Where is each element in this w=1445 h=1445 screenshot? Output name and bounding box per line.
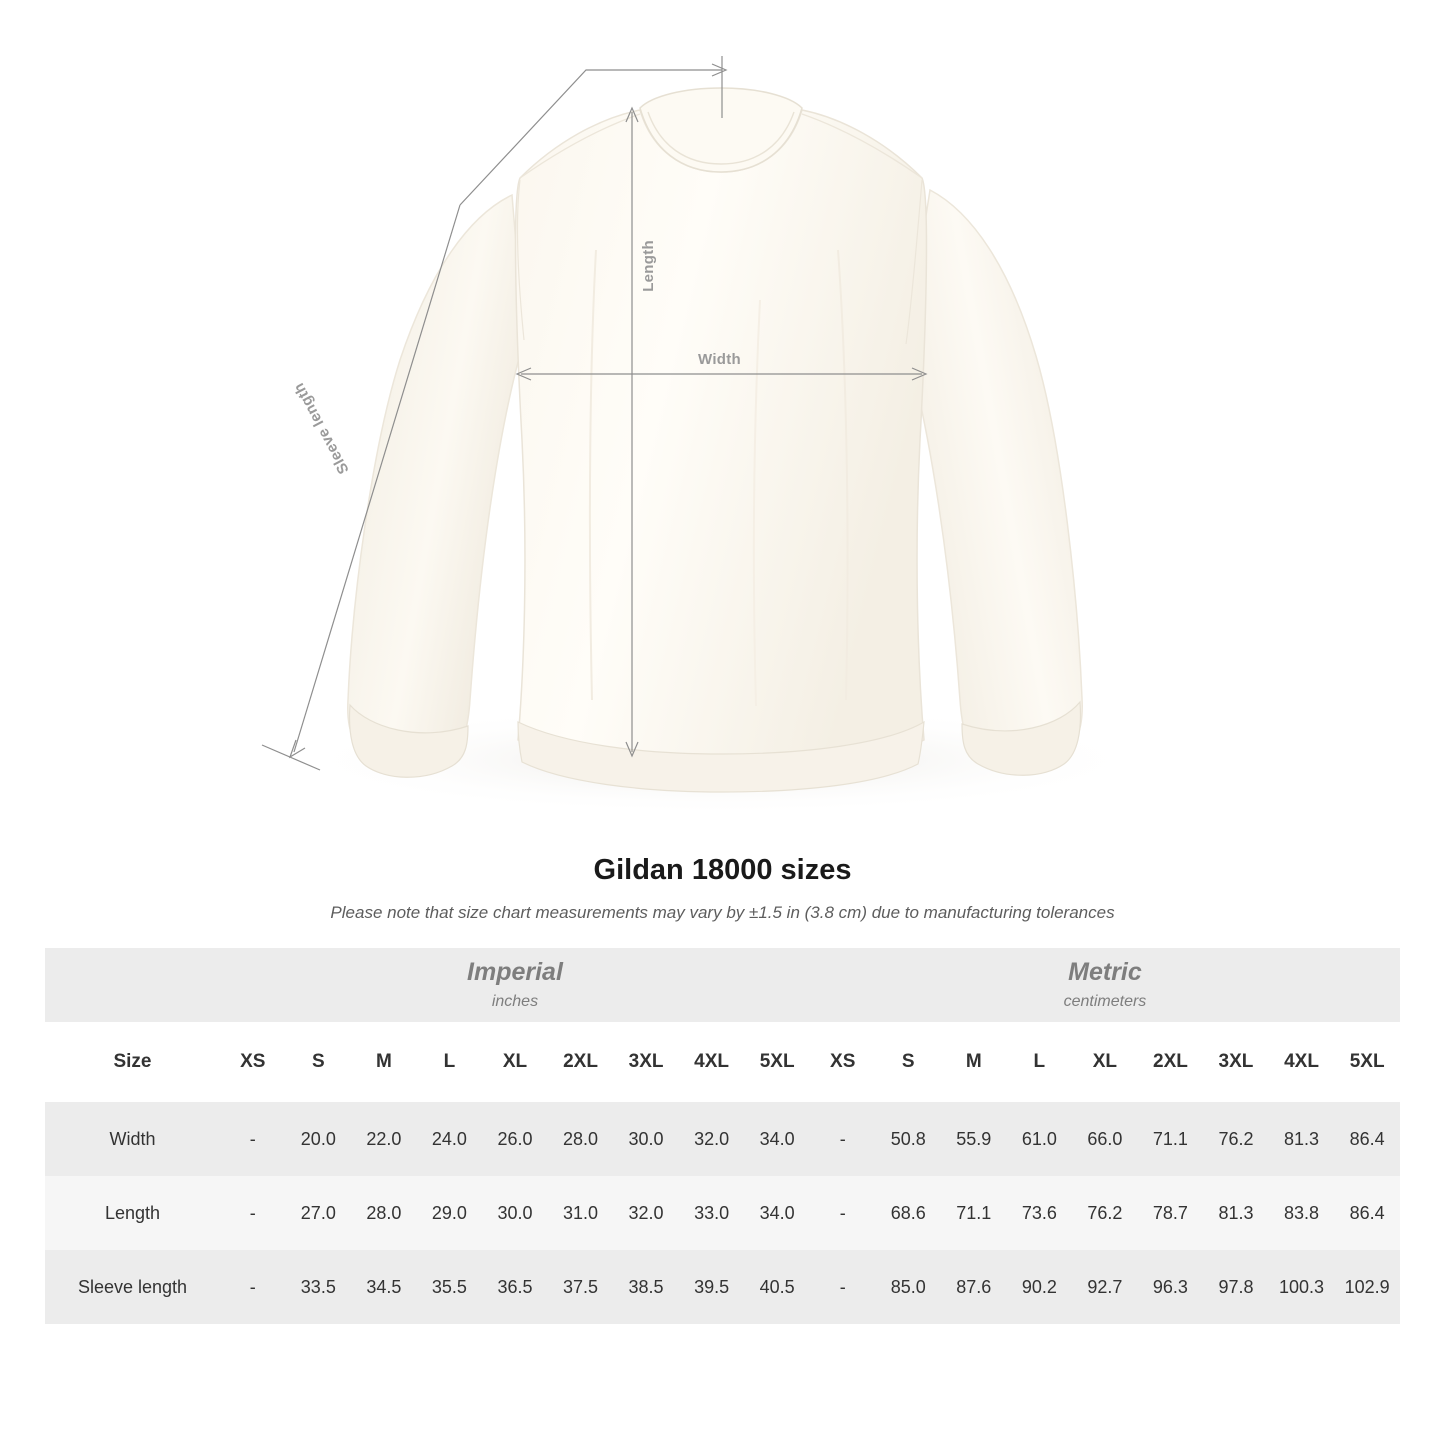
- cell-sleeve-metric-xs: -: [810, 1250, 876, 1324]
- row-label-width: Width: [45, 1102, 220, 1176]
- cell-sleeve-imperial-l: 35.5: [417, 1250, 483, 1324]
- cell-length-imperial-s: 27.0: [286, 1176, 352, 1250]
- cell-length-metric-4xl: 83.8: [1269, 1176, 1335, 1250]
- row-label-sleeve-length: Sleeve length: [45, 1250, 220, 1324]
- col-header-metric-5xl: 5XL: [1334, 1022, 1400, 1102]
- size-table: [45, 948, 1400, 1324]
- col-header-imperial-m: M: [351, 1022, 417, 1102]
- cell-length-imperial-m: 28.0: [351, 1176, 417, 1250]
- cell-sleeve-imperial-2xl: 37.5: [548, 1250, 614, 1324]
- col-header-metric-s: S: [875, 1022, 941, 1102]
- cell-length-imperial-4xl: 33.0: [679, 1176, 745, 1250]
- cell-width-imperial-m: 22.0: [351, 1102, 417, 1176]
- col-header-imperial-2xl: 2XL: [548, 1022, 614, 1102]
- col-header-imperial-xl: XL: [482, 1022, 548, 1102]
- cell-sleeve-metric-2xl: 96.3: [1138, 1250, 1204, 1324]
- cell-sleeve-imperial-4xl: 39.5: [679, 1250, 745, 1324]
- cell-length-metric-m: 71.1: [941, 1176, 1007, 1250]
- cell-length-metric-s: 68.6: [875, 1176, 941, 1250]
- cell-sleeve-imperial-3xl: 38.5: [613, 1250, 679, 1324]
- cell-width-metric-m: 55.9: [941, 1102, 1007, 1176]
- size-header: Size: [45, 1022, 220, 1102]
- cell-width-imperial-xl: 26.0: [482, 1102, 548, 1176]
- col-header-metric-m: M: [941, 1022, 1007, 1102]
- cell-width-imperial-2xl: 28.0: [548, 1102, 614, 1176]
- sleeve-length-label: Sleeve length: [290, 379, 353, 477]
- cell-sleeve-imperial-xl: 36.5: [482, 1250, 548, 1324]
- imperial-name: Imperial: [467, 958, 563, 987]
- col-header-imperial-s: S: [286, 1022, 352, 1102]
- cell-sleeve-metric-xl: 92.7: [1072, 1250, 1138, 1324]
- cell-width-imperial-l: 24.0: [417, 1102, 483, 1176]
- cell-length-imperial-5xl: 34.0: [744, 1176, 810, 1250]
- imperial-group-header: [220, 948, 810, 1022]
- tolerance-note: Please note that size chart measurements may vary by ±1.5 in (3.8 cm) due to manufacturing tolerances: [330, 903, 1115, 922]
- cell-length-imperial-2xl: 31.0: [548, 1176, 614, 1250]
- cell-width-imperial-s: 20.0: [286, 1102, 352, 1176]
- width-label: Width: [698, 351, 742, 368]
- cell-sleeve-metric-4xl: 100.3: [1269, 1250, 1335, 1324]
- col-header-imperial-xs: XS: [220, 1022, 286, 1102]
- col-header-metric-4xl: 4XL: [1269, 1022, 1335, 1102]
- cell-length-metric-xl: 76.2: [1072, 1176, 1138, 1250]
- cell-length-imperial-l: 29.0: [417, 1176, 483, 1250]
- cell-sleeve-metric-l: 90.2: [1007, 1250, 1073, 1324]
- metric-name: Metric: [1068, 958, 1142, 987]
- table-row: [45, 1250, 1400, 1324]
- cell-sleeve-metric-m: 87.6: [941, 1250, 1007, 1324]
- col-header-imperial-5xl: 5XL: [744, 1022, 810, 1102]
- col-header-metric-2xl: 2XL: [1138, 1022, 1204, 1102]
- unit-group-row: [45, 948, 1400, 1022]
- cell-sleeve-imperial-s: 33.5: [286, 1250, 352, 1324]
- column-header-row: [45, 1022, 1400, 1102]
- cell-width-metric-2xl: 71.1: [1138, 1102, 1204, 1176]
- table-row: [45, 1176, 1400, 1250]
- cell-width-metric-xs: -: [810, 1102, 876, 1176]
- col-header-imperial-3xl: 3XL: [613, 1022, 679, 1102]
- cell-sleeve-imperial-xs: -: [220, 1250, 286, 1324]
- row-label-length: Length: [45, 1176, 220, 1250]
- cell-length-imperial-3xl: 32.0: [613, 1176, 679, 1250]
- cell-width-imperial-xs: -: [220, 1102, 286, 1176]
- cell-length-metric-l: 73.6: [1007, 1176, 1073, 1250]
- corner-cell: [45, 948, 220, 1022]
- cell-width-metric-s: 50.8: [875, 1102, 941, 1176]
- imperial-sub: inches: [491, 992, 539, 1010]
- cell-width-imperial-3xl: 30.0: [613, 1102, 679, 1176]
- page-title: Gildan 18000 sizes: [593, 854, 852, 886]
- cell-width-imperial-4xl: 32.0: [679, 1102, 745, 1176]
- col-header-metric-l: L: [1007, 1022, 1073, 1102]
- cell-width-metric-4xl: 81.3: [1269, 1102, 1335, 1176]
- col-header-metric-xl: XL: [1072, 1022, 1138, 1102]
- cell-length-metric-xs: -: [810, 1176, 876, 1250]
- metric-group-header: [810, 948, 1400, 1022]
- cell-width-metric-3xl: 76.2: [1203, 1102, 1269, 1176]
- length-label: Length: [640, 240, 657, 292]
- size-table-wrapper: [45, 948, 1400, 1324]
- cell-width-metric-l: 61.0: [1007, 1102, 1073, 1176]
- metric-sub: centimeters: [1063, 992, 1147, 1010]
- cell-length-metric-2xl: 78.7: [1138, 1176, 1204, 1250]
- col-header-metric-xs: XS: [810, 1022, 876, 1102]
- cell-width-metric-xl: 66.0: [1072, 1102, 1138, 1176]
- col-header-imperial-l: L: [417, 1022, 483, 1102]
- cell-length-imperial-xs: -: [220, 1176, 286, 1250]
- col-header-imperial-4xl: 4XL: [679, 1022, 745, 1102]
- cell-length-imperial-xl: 30.0: [482, 1176, 548, 1250]
- cell-sleeve-metric-3xl: 97.8: [1203, 1250, 1269, 1324]
- cell-length-metric-5xl: 86.4: [1334, 1176, 1400, 1250]
- cell-width-metric-5xl: 86.4: [1334, 1102, 1400, 1176]
- cell-sleeve-imperial-5xl: 40.5: [744, 1250, 810, 1324]
- col-header-metric-3xl: 3XL: [1203, 1022, 1269, 1102]
- cell-sleeve-imperial-m: 34.5: [351, 1250, 417, 1324]
- cell-sleeve-metric-5xl: 102.9: [1334, 1250, 1400, 1324]
- cell-sleeve-metric-s: 85.0: [875, 1250, 941, 1324]
- cell-width-imperial-5xl: 34.0: [744, 1102, 810, 1176]
- cell-length-metric-3xl: 81.3: [1203, 1176, 1269, 1250]
- table-row: [45, 1102, 1400, 1176]
